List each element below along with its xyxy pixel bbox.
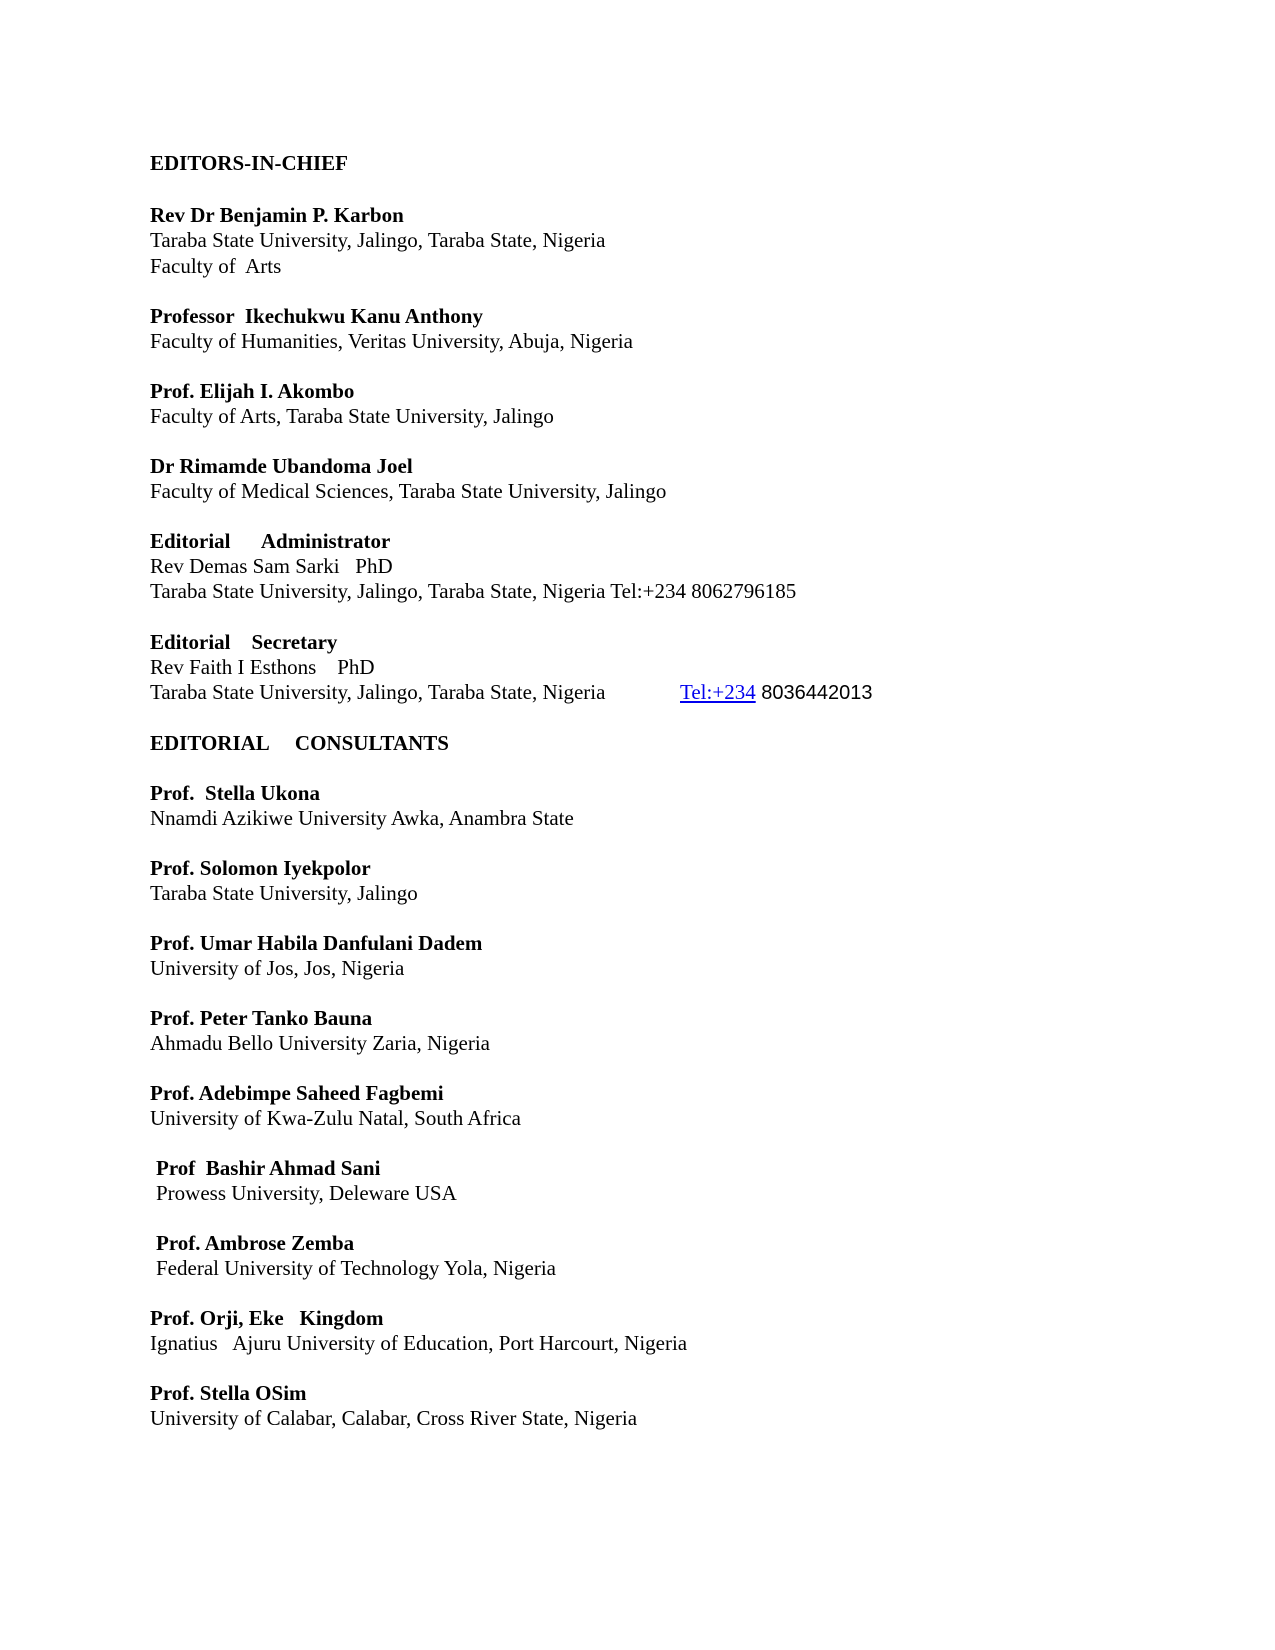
secretary-phone: [680, 679, 873, 706]
editors-in-chief-heading: EDITORS-IN-CHIEF: [150, 151, 348, 175]
editor-affiliation: Taraba State University, Jalingo, Taraba State, Nigeria: [150, 228, 606, 252]
editor-faculty: Faculty of Arts: [150, 254, 282, 278]
consultant-name: Prof. Orji, Eke Kingdom: [150, 1306, 384, 1330]
secretary-title: Editorial Secretary: [150, 630, 338, 654]
consultant-affiliation: University of Kwa-Zulu Natal, South Africa: [150, 1106, 521, 1130]
consultant-affiliation: Ahmadu Bello University Zaria, Nigeria: [150, 1031, 490, 1055]
consultant-affiliation: University of Calabar, Calabar, Cross River State, Nigeria: [150, 1406, 638, 1430]
editorial-consultants-heading: EDITORIAL CONSULTANTS: [150, 731, 449, 755]
consultant-affiliation: Nnamdi Azikiwe University Awka, Anambra State: [150, 806, 574, 830]
tel-link[interactable]: Tel:+234: [680, 680, 756, 704]
consultant-name: Prof Bashir Ahmad Sani: [156, 1156, 381, 1180]
editor-affiliation: Faculty of Humanities, Veritas University, Abuja, Nigeria: [150, 329, 633, 353]
administrator-name: Rev Demas Sam Sarki PhD: [150, 554, 393, 578]
editor-name: Prof. Elijah I. Akombo: [150, 379, 355, 403]
administrator-title: Editorial Administrator: [150, 529, 391, 553]
editor-name: Rev Dr Benjamin P. Karbon: [150, 203, 404, 227]
tel-number: 8036442013: [755, 682, 873, 704]
consultant-name: Prof. Solomon Iyekpolor: [150, 856, 371, 880]
administrator-address: Taraba State University, Jalingo, Taraba State, Nigeria Tel:+234 8062796185: [150, 579, 797, 603]
editor-name: Dr Rimamde Ubandoma Joel: [150, 454, 413, 478]
consultant-affiliation: University of Jos, Jos, Nigeria: [150, 956, 405, 980]
consultant-affiliation: Federal University of Technology Yola, Nigeria: [156, 1256, 556, 1280]
consultant-affiliation: Taraba State University, Jalingo: [150, 881, 418, 905]
consultant-name: Prof. Ambrose Zemba: [156, 1231, 355, 1255]
consultant-name: Prof. Peter Tanko Bauna: [150, 1006, 373, 1030]
consultant-name: Prof. Stella Ukona: [150, 781, 320, 805]
consultant-name: Prof. Umar Habila Danfulani Dadem: [150, 931, 483, 955]
secretary-name: Rev Faith I Esthons PhD: [150, 655, 375, 679]
consultant-affiliation: Ignatius Ajuru University of Education, Port Harcourt, Nigeria: [150, 1331, 688, 1355]
editor-name: Professor Ikechukwu Kanu Anthony: [150, 304, 483, 328]
editor-affiliation: Faculty of Medical Sciences, Taraba State University, Jalingo: [150, 479, 667, 503]
editor-affiliation: Faculty of Arts, Taraba State University, Jalingo: [150, 404, 554, 428]
consultant-name: Prof. Stella OSim: [150, 1381, 307, 1405]
consultant-name: Prof. Adebimpe Saheed Fagbemi: [150, 1081, 444, 1105]
secretary-address: Taraba State University, Jalingo, Taraba State, Nigeria: [150, 680, 606, 704]
consultant-affiliation: Prowess University, Deleware USA: [156, 1181, 457, 1205]
